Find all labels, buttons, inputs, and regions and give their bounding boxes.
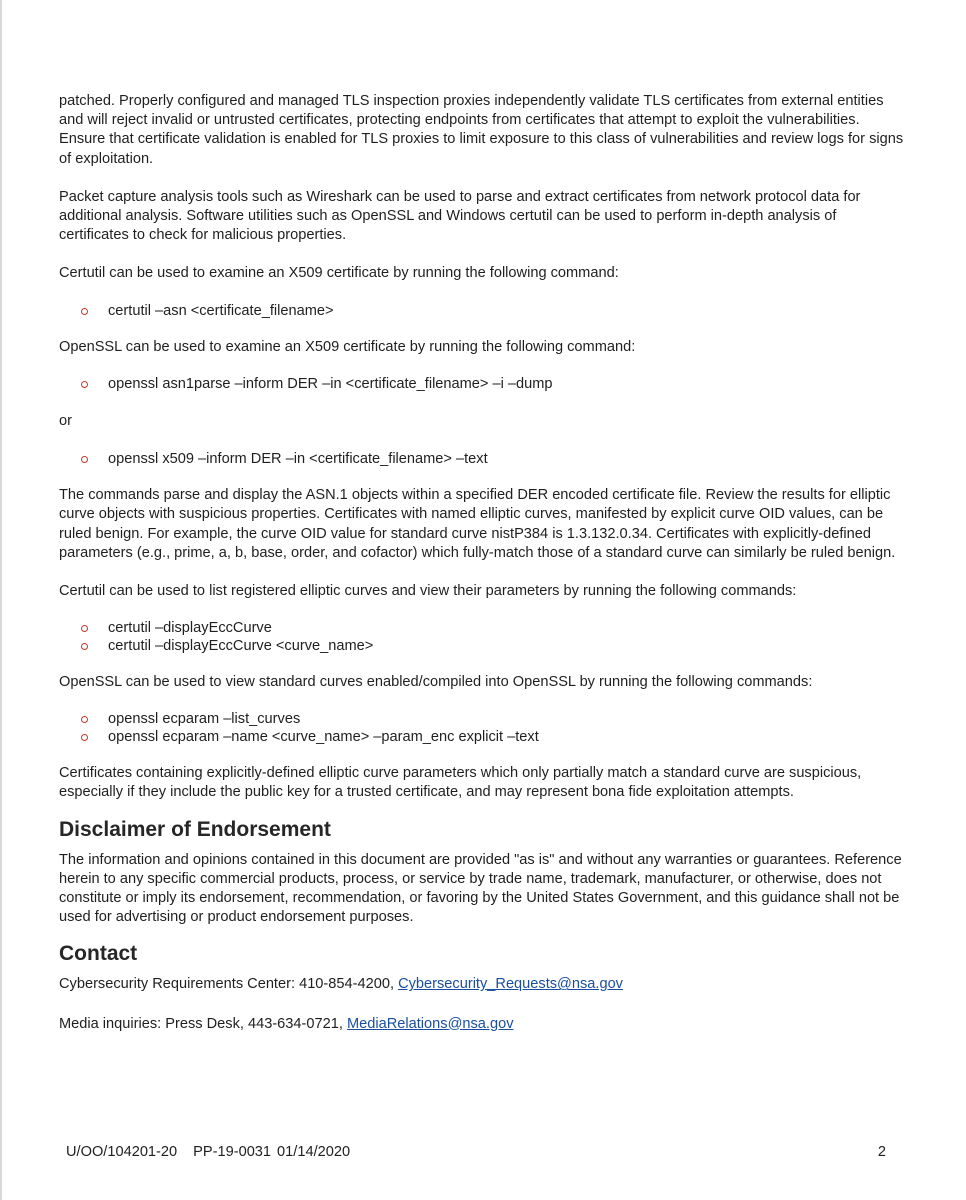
contact-line-cybersecurity: Cybersecurity Requirements Center: 410-854-4200, Cybersecurity_Requests@nsa.gov <box>59 976 623 993</box>
command-list-openssl-asn1parse <box>59 376 909 393</box>
footer-doc-id: U/OO/104201-20 <box>66 1144 178 1160</box>
cybersecurity-email-link[interactable]: Cybersecurity_Requests@nsa.gov <box>398 976 623 993</box>
circle-bullet-icon <box>81 643 88 650</box>
command-list-certutil-asn <box>59 303 909 320</box>
circle-bullet-icon <box>81 734 88 741</box>
command-item: certutil –displayEccCurve <box>81 620 909 637</box>
paragraph-packet-capture: Packet capture analysis tools such as Wireshark can be used to parse and extract certificates from network protocol data for additional analysis. Software utilities such as OpenSSL and Windows certutil can be used to perform in-depth analysis of certificates to check for malicious properties. <box>59 188 861 244</box>
disclaimer-text: The information and opinions contained in this document are provided "as is" and without any warranties or guarantees. Reference herein to any specific commercial products, process, or service by trade name, trademark, manufacturer, or otherwise, does not constitute or imply its endorsement, recommendation, or favoring by the United States Government, and this guidance shall not be used for advertising or product endorsement purposes. <box>59 851 902 926</box>
circle-bullet-icon <box>81 716 88 723</box>
command-item: openssl x509 –inform DER –in <certificate_filename> –text <box>81 451 909 468</box>
footer-pp-id: PP-19-0031 <box>193 1144 272 1160</box>
contact-section <box>59 941 909 1033</box>
command-list-openssl-ecparam <box>59 711 909 746</box>
circle-bullet-icon <box>81 456 88 463</box>
media-email-link[interactable]: MediaRelations@nsa.gov <box>346 1015 514 1032</box>
command-item: certutil –displayEccCurve <curve_name> <box>81 638 909 655</box>
paragraph-openssl-curves: OpenSSL can be used to view standard curves enabled/compiled into OpenSSL by running the following commands: <box>59 674 813 691</box>
contact-line-media: Media inquiries: Press Desk, 443-634-0721, MediaRelations@nsa.gov <box>59 1015 514 1032</box>
paragraph-certutil-intro: Certutil can be used to examine an X509 certificate by running the following command: <box>59 265 619 282</box>
or-separator: or <box>59 412 72 429</box>
page-number: 2 <box>877 1144 886 1160</box>
command-item: openssl ecparam –list_curves <box>81 711 909 728</box>
page-edge <box>0 0 2 1200</box>
command-item: certutil –asn <certificate_filename> <box>81 303 909 320</box>
footer-date: 01/14/2020 <box>277 1144 351 1160</box>
paragraph-openssl-intro: OpenSSL can be used to examine an X509 certificate by running the following command: <box>59 339 636 356</box>
paragraph-asn1-review: The commands parse and display the ASN.1 objects within a specified DER encoded certificate file. Review the results for elliptic curve objects with suspicious properties. Certificates with named elliptic curves, manifested by explicit curve OID values, can be ruled benign. For example, the curve OID value for standard curve nistP384 is 1.3.132.0.34. Certificates with explicitly-defined parameters (e.g., prime, a, b, base, order, and cofactor) which fully-match those of a standard curve can similarly be ruled benign. <box>59 487 896 561</box>
circle-bullet-icon <box>81 625 88 632</box>
disclaimer-section <box>59 817 909 928</box>
circle-bullet-icon <box>81 381 88 388</box>
command-item: openssl ecparam –name <curve_name> –param_enc explicit –text <box>81 729 909 746</box>
paragraph-suspicious-certs: Certificates containing explicitly-defined elliptic curve parameters which only partially match a standard curve are suspicious, especially if they include the public key for a trusted certificate, and may represent bona fide exploitation attempts. <box>59 765 862 801</box>
page-content <box>59 92 909 1053</box>
disclaimer-heading: Disclaimer of Endorsement <box>59 817 331 841</box>
contact-heading: Contact <box>59 942 138 966</box>
command-list-certutil-curves <box>59 620 909 655</box>
paragraph-tls-proxies: patched. Properly configured and managed TLS inspection proxies independently validate TLS certificates from external entities and will reject invalid or untrusted certificates, protecting endpoints from certificates that attempt to exploit the vulnerabilities. Ensure that certificate validation is enabled for TLS proxies to limit exposure to this class of vulnerabilities and review logs for signs of exploitation. <box>59 93 904 167</box>
paragraph-certutil-curves: Certutil can be used to list registered elliptic curves and view their parameters by running the following commands: <box>59 583 797 600</box>
page-footer <box>66 1143 886 1161</box>
circle-bullet-icon <box>81 308 88 315</box>
command-item: openssl asn1parse –inform DER –in <certificate_filename> –i –dump <box>81 376 909 393</box>
command-list-openssl-x509 <box>59 451 909 468</box>
footer-identifiers <box>66 1143 886 1161</box>
